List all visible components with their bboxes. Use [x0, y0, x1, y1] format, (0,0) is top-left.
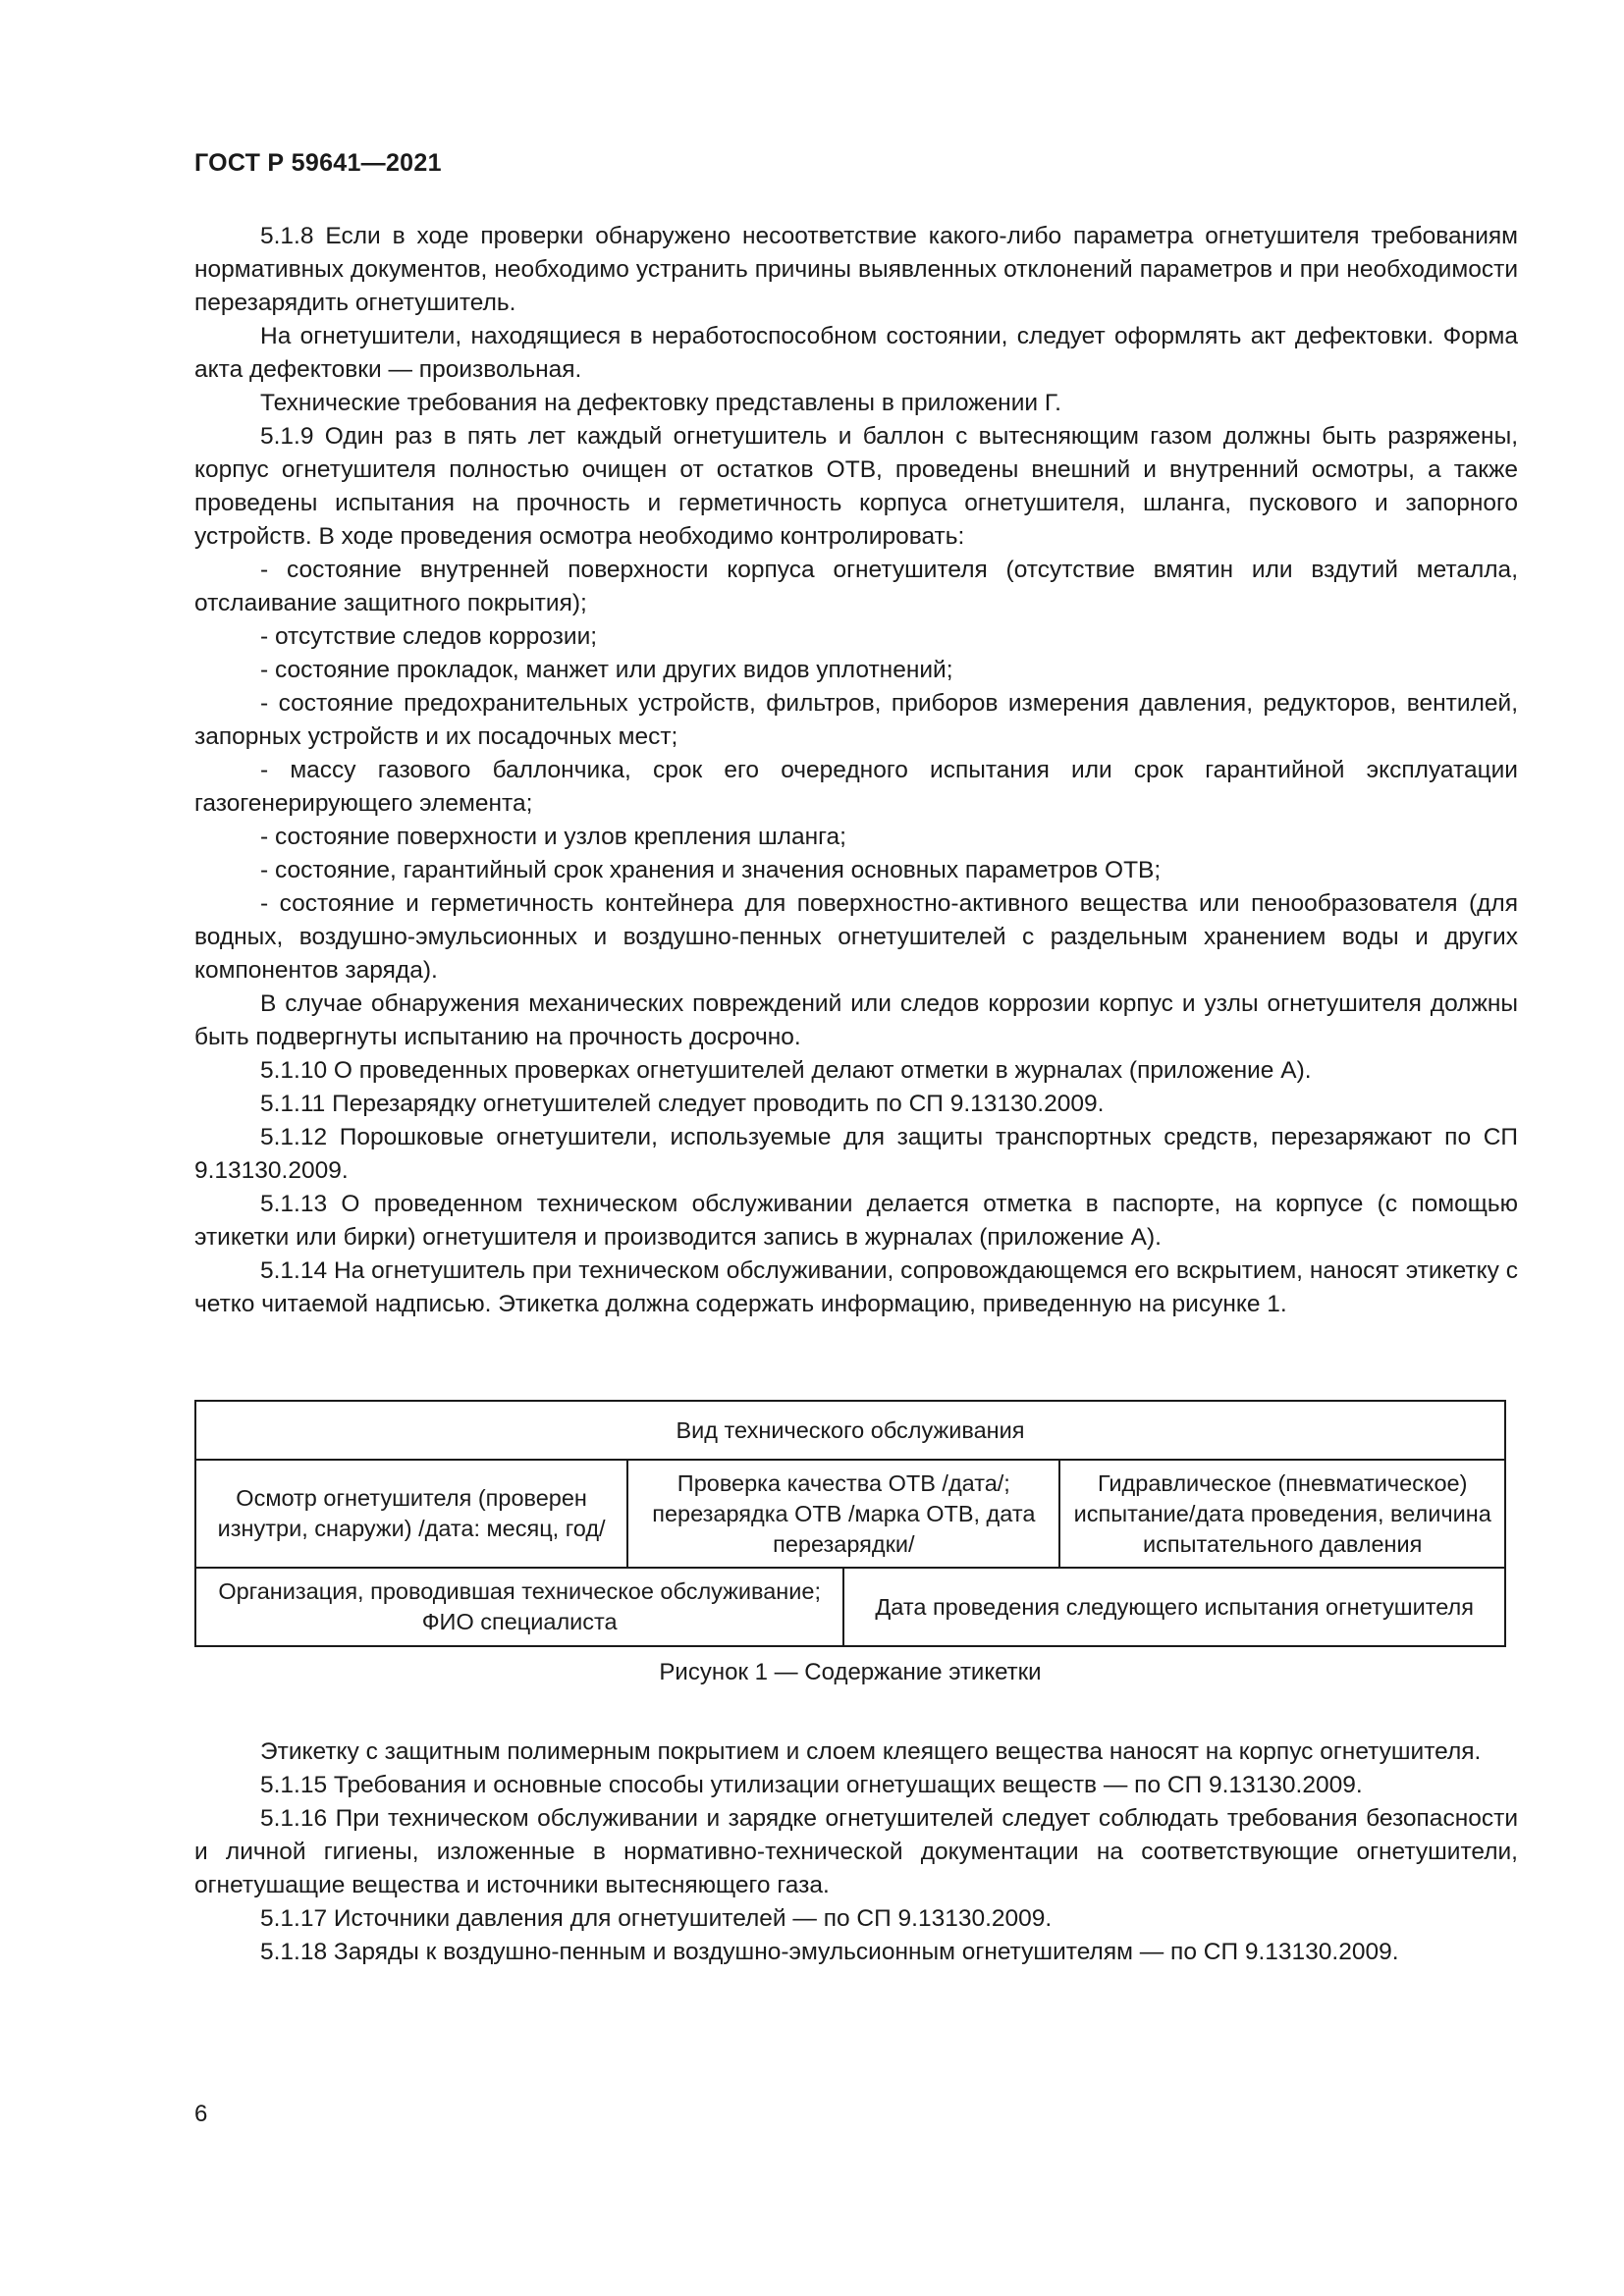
document-header: ГОСТ Р 59641—2021: [194, 149, 442, 177]
list-item: - состояние и герметичность контейнера для поверхностно-активного вещества или пенообразователя (для водных, воздушно-эмульсионных и воздушно-пенных огнетушителей с раздельным хранением воды и других компонентов заряда).: [194, 890, 1518, 984]
paragraph: В случае обнаружения механических повреждений или следов коррозии корпус и узлы огнетушителя должны быть подвергнуты испытанию на прочность досрочно.: [194, 990, 1518, 1050]
figure-cell-hydraulic-test: Гидравлическое (пневматическое) испытание/дата проведения, величина испытательного давления: [1059, 1460, 1505, 1568]
list-item: - состояние прокладок, манжет или других видов уплотнений;: [260, 657, 953, 683]
paragraph: 5.1.9 Один раз в пять лет каждый огнетушитель и баллон с вытесняющим газом должны быть разряжены, корпус огнетушителя полностью очищен от остатков ОТВ, проведены внешний и внутренний осмотры, а также проведены испытания на прочность и герметичность корпуса огнетушителя, шланга, пускового и запорного устройств. В ходе проведения осмотра необходимо контролировать:: [194, 423, 1518, 550]
figure-cell-inspection: Осмотр огнетушителя (проверен изнутри, снаружи) /дата: месяц, год/: [195, 1460, 627, 1568]
paragraph: 5.1.15 Требования и основные способы утилизации огнетушащих веществ — по СП 9.13130.2009.: [260, 1772, 1363, 1798]
figure-cell-ots-quality: Проверка качества ОТВ /дата/; перезарядка ОТВ /марка ОТВ, дата перезарядки/: [627, 1460, 1059, 1568]
list-item: - состояние поверхности и узлов крепления шланга;: [260, 824, 846, 850]
paragraph: 5.1.10 О проведенных проверках огнетушителей делают отметки в журналах (приложение А).: [260, 1057, 1312, 1084]
paragraph: На огнетушители, находящиеся в неработоспособном состоянии, следует оформлять акт дефектовки. Форма акта дефектовки — произвольная.: [194, 323, 1518, 383]
paragraph: 5.1.13 О проведенном техническом обслуживании делается отметка в паспорте, на корпусе (с помощью этикетки или бирки) огнетушителя и производится запись в журналах (приложение А).: [194, 1191, 1518, 1251]
figure-cell-next-test-date: Дата проведения следующего испытания огнетушителя: [843, 1568, 1505, 1646]
paragraph: 5.1.14 На огнетушитель при техническом обслуживании, сопровождающемся его вскрытием, наносят этикетку с четко читаемой надписью. Этикетка должна содержать информацию, приведенную на рисунке 1.: [194, 1257, 1518, 1317]
figure-caption: Рисунок 1 — Содержание этикетки: [659, 1659, 1042, 1685]
list-item: - состояние, гарантийный срок хранения и значения основных параметров ОТВ;: [260, 857, 1162, 883]
list-item: - состояние внутренней поверхности корпуса огнетушителя (отсутствие вмятин или вздутий металла, отслаивание защитного покрытия);: [194, 557, 1518, 616]
figure-cell-organization: Организация, проводившая техническое обслуживание; ФИО специалиста: [195, 1568, 843, 1646]
paragraph: Этикетку с защитным полимерным покрытием и слоем клеящего вещества наносят на корпус огнетушителя.: [260, 1738, 1482, 1765]
list-item: - массу газового баллончика, срок его очередного испытания или срок гарантийной эксплуатации газогенерирующего элемента;: [194, 757, 1518, 817]
paragraph: 5.1.16 При техническом обслуживании и зарядке огнетушителей следует соблюдать требования безопасности и личной гигиены, изложенные в нормативно-технической документации на соответствующие огнетушители, огнетушащие вещества и источники вытесняющего газа.: [194, 1805, 1518, 1898]
paragraph: 5.1.11 Перезарядку огнетушителей следует проводить по СП 9.13130.2009.: [260, 1091, 1105, 1117]
paragraph: 5.1.17 Источники давления для огнетушителей — по СП 9.13130.2009.: [260, 1905, 1053, 1932]
body-text-top: [194, 220, 1518, 1321]
figure-title-cell: Вид технического обслуживания: [195, 1401, 1505, 1460]
list-item: - отсутствие следов коррозии;: [260, 623, 598, 650]
label-figure-table: [194, 1400, 1506, 1647]
page-number: 6: [194, 2101, 208, 2127]
paragraph: 5.1.8 Если в ходе проверки обнаружено несоответствие какого-либо параметра огнетушителя требованиям нормативных документов, необходимо устранить причины выявленных отклонений параметров и при необходимости перезарядить огнетушитель.: [194, 223, 1518, 316]
paragraph: 5.1.12 Порошковые огнетушители, используемые для защиты транспортных средств, перезаряжают по СП 9.13130.2009.: [194, 1124, 1518, 1184]
paragraph: 5.1.18 Заряды к воздушно-пенным и воздушно-эмульсионным огнетушителям — по СП 9.13130.2009.: [260, 1939, 1399, 1965]
list-item: - состояние предохранительных устройств, фильтров, приборов измерения давления, редукторов, вентилей, запорных устройств и их посадочных мест;: [194, 690, 1518, 750]
body-text-bottom: [194, 1735, 1518, 1969]
paragraph: Технические требования на дефектовку представлены в приложении Г.: [260, 390, 1061, 416]
